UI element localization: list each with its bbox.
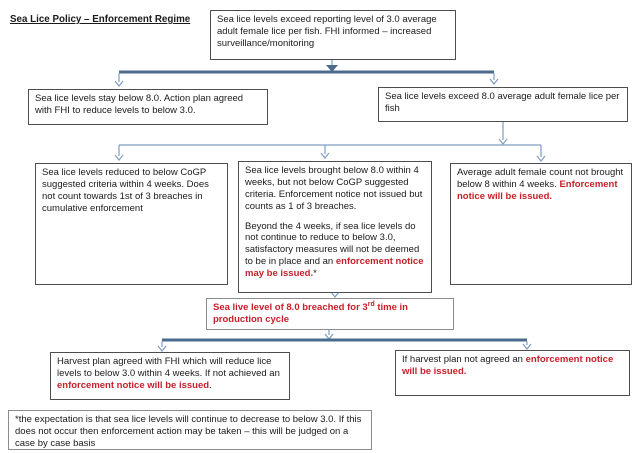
page-title: Sea Lice Policy – Enforcement Regime xyxy=(10,14,191,25)
node-text: Sea lice levels reduced to below CoGP suggested criteria within 4 weeks. Does not count towards 1st of 3 breaches in cumulative enforcement xyxy=(42,167,209,214)
node-reduced-below-cogp xyxy=(35,163,228,285)
enforcement-warning-text: enforcement notice will be issued. xyxy=(402,354,614,377)
footnote-text: *the expectation is that sea lice levels will continue to decrease to below 3.0. If this does not occur then enforcement action may be taken – this will be judged on a case by case basis xyxy=(15,414,362,449)
enforcement-warning-text: enforcement notice may be issued. xyxy=(245,256,424,279)
footnote-marker: * xyxy=(313,268,317,279)
footnote-box xyxy=(8,410,372,450)
node-text: If harvest plan not agreed an xyxy=(402,354,526,365)
connector-breach-to-row4 xyxy=(158,330,531,351)
node-third-breach xyxy=(206,298,454,330)
node-text: Beyond the 4 weeks, if sea lice levels do not continue to reduce to below 3.0, satisfactory measures will not be deemed to be in place and an xyxy=(245,220,420,268)
node-exceed-8 xyxy=(378,87,628,122)
node-reporting-level-exceeded xyxy=(210,10,456,60)
node-text: time in production cycle xyxy=(213,302,408,325)
node-text: Average adult female count not brought below 8 within 4 weeks. xyxy=(457,167,624,190)
node-harvest-plan-not-agreed xyxy=(395,350,630,396)
node-text: Sea lice levels exceed reporting level of 3.0 average adult female lice per fish. FHI informed – increased surveillance/monitoring xyxy=(217,14,437,49)
ordinal-superscript: rd xyxy=(367,300,375,308)
node-brought-below-8 xyxy=(238,161,432,293)
node-text: Sea lice levels stay below 8.0. Action plan agreed with FHI to reduce levels to below 3.0. xyxy=(35,93,244,116)
node-stay-below-8 xyxy=(28,89,268,125)
node-text: Sea lice levels exceed 8.0 average adult female lice per fish xyxy=(385,91,620,114)
enforcement-warning-text: enforcement notice will be issued xyxy=(57,379,210,391)
third-breach-text xyxy=(213,302,408,325)
connector-row2-to-row3 xyxy=(115,122,545,161)
node-text: Sea live level of 8.0 breached for 3 xyxy=(213,302,368,313)
node-harvest-plan-agreed xyxy=(50,352,290,400)
node-text: . xyxy=(209,379,212,391)
node-paragraph-2 xyxy=(245,221,425,280)
node-text: Harvest plan agreed with FHI which will reduce lice levels to below 3.0 within 4 weeks. If not achieved an xyxy=(57,356,280,379)
connector-top-to-row2 xyxy=(115,60,498,86)
node-count-not-brought-below-8 xyxy=(450,163,632,285)
enforcement-warning-text: Enforcement notice will be issued. xyxy=(457,178,618,202)
node-paragraph-1: Sea lice levels brought below 8.0 within 4 weeks, but not below CoGP suggested criteria. Enforcement notice not issued but counts as 1 of 3 breaches. xyxy=(245,165,423,212)
